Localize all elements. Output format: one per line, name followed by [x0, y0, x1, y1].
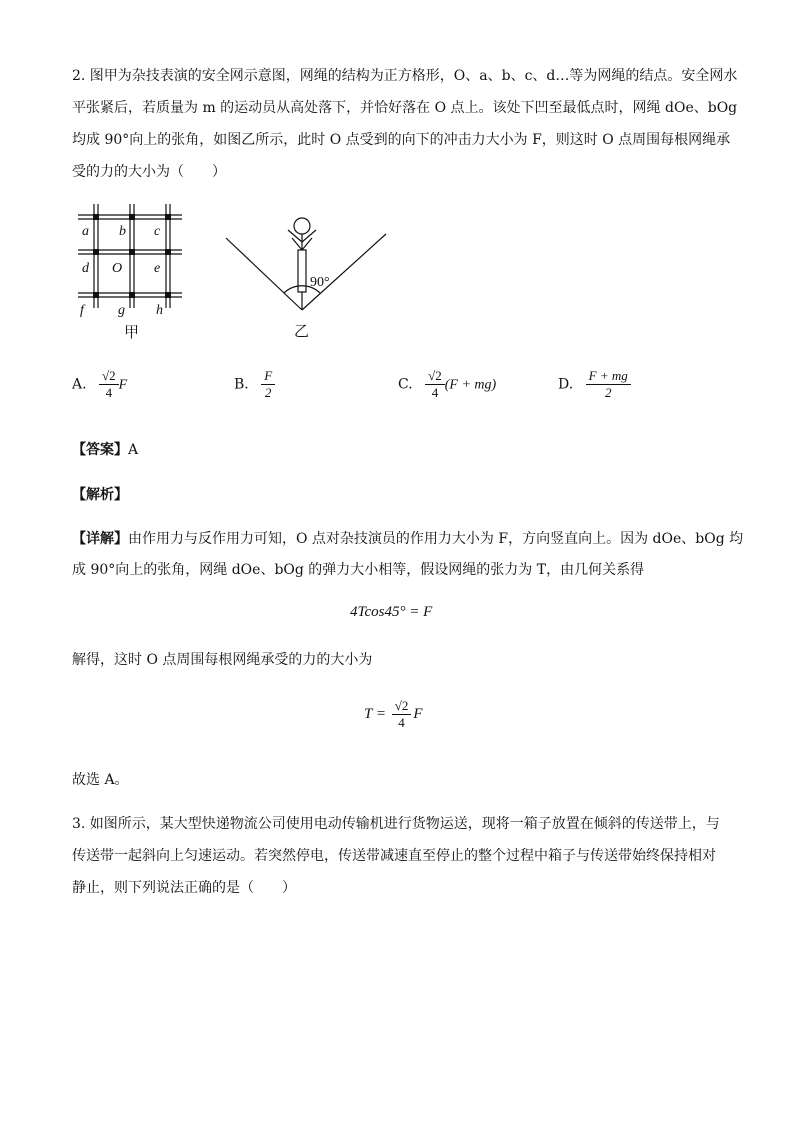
option-a-num: √2 [99, 368, 119, 385]
figure-yi-v-net [222, 212, 392, 342]
angle-label: 90° [310, 275, 330, 290]
q2-line-2: 平张紧后，若质量为 m 的运动员从高处落下，并恰好落在 O 点上。该处下凹至最低点时，网绳 dOe、bOg [72, 100, 738, 116]
option-b-num: F [261, 368, 275, 385]
detail-line-2: 成 90°向上的张角，网绳 dOe、bOg 的弹力大小相等，假设网绳的张力为 T，由几何关系得 [72, 562, 645, 578]
formula2-den: 4 [398, 715, 405, 730]
option-b-letter: B. [234, 376, 249, 393]
node-label-b: b [119, 224, 126, 239]
formula-t-equals [364, 698, 423, 731]
option-c-tail: (F + mg) [444, 377, 497, 393]
analysis-tag: 【解析】 [72, 487, 128, 503]
node-label-d: d [82, 261, 89, 276]
option-b-den: 2 [264, 385, 272, 400]
node-label-o: O [112, 261, 123, 276]
option-c-num: √2 [425, 368, 445, 385]
q3-line-2: 传送带一起斜向上匀速运动。若突然停电，传送带减速直至停止的整个过程中箱子与传送带始终保持相对 [72, 848, 716, 864]
figure-jia-net [74, 200, 194, 340]
option-d-letter: D. [558, 376, 574, 393]
answer-tag: 【答案】 [72, 442, 128, 458]
formula2-lhs: T = [364, 705, 386, 722]
option-c-den: 4 [431, 385, 439, 400]
q3-line-3: 静止，则下列说法正确的是（ ） [72, 880, 296, 896]
detail-line-3: 解得，这时 O 点周围每根网绳承受的力的大小为 [72, 652, 373, 668]
conclusion: 故选 A。 [72, 772, 129, 788]
q2-line-4: 受的力的大小为（ ） [72, 164, 226, 180]
q2-line-3: 均成 90°向上的张角，如图乙所示，此时 O 点受到的向下的冲击力大小为 F，则这时 O 点周围每根网绳承 [72, 132, 731, 148]
option-d-num: F + mg [586, 368, 631, 385]
node-label-e: e [154, 261, 161, 276]
node-label-g: g [118, 303, 125, 318]
option-d-den: 2 [604, 385, 612, 400]
detail-line-1 [72, 529, 743, 549]
option-c-letter: C. [398, 376, 413, 393]
option-a-letter: A. [72, 376, 87, 393]
node-label-c: c [154, 224, 161, 239]
formula-4tcos45: 4Tcos45° = F [350, 604, 433, 620]
q3-line-1: 3. 如图所示，某大型快递物流公司使用电动传输机进行货物运送，现将一箱子放置在倾斜的传送带上，与 [72, 816, 720, 832]
option-c[interactable] [398, 368, 496, 401]
detail-tag: 【详解】 [72, 531, 128, 547]
figure-jia-caption: 甲 [124, 325, 140, 340]
option-d[interactable] [558, 368, 631, 401]
option-a-tail: F [118, 377, 128, 393]
q2-line-1: 2. 图甲为杂技表演的安全网示意图，网绳的结构为正方格形，O、a、b、c、d…等为网绳的结点。安全网水 [72, 68, 738, 84]
option-a[interactable] [72, 368, 127, 401]
option-a-den: 4 [105, 385, 113, 400]
figure-yi-caption: 乙 [294, 324, 310, 340]
formula2-num: √2 [392, 698, 412, 715]
option-b[interactable] [234, 368, 275, 401]
formula2-tail: F [413, 705, 423, 722]
node-label-h: h [156, 303, 163, 318]
node-label-a: a [82, 224, 89, 239]
answer-line [72, 440, 138, 460]
detail-text-1: 由作用力与反作用力可知，O 点对杂技演员的作用力大小为 F，方向竖直向上。因为 dOe、bOg 均 [128, 531, 744, 547]
node-label-f: f [80, 303, 84, 318]
answer-value: A [128, 442, 139, 458]
